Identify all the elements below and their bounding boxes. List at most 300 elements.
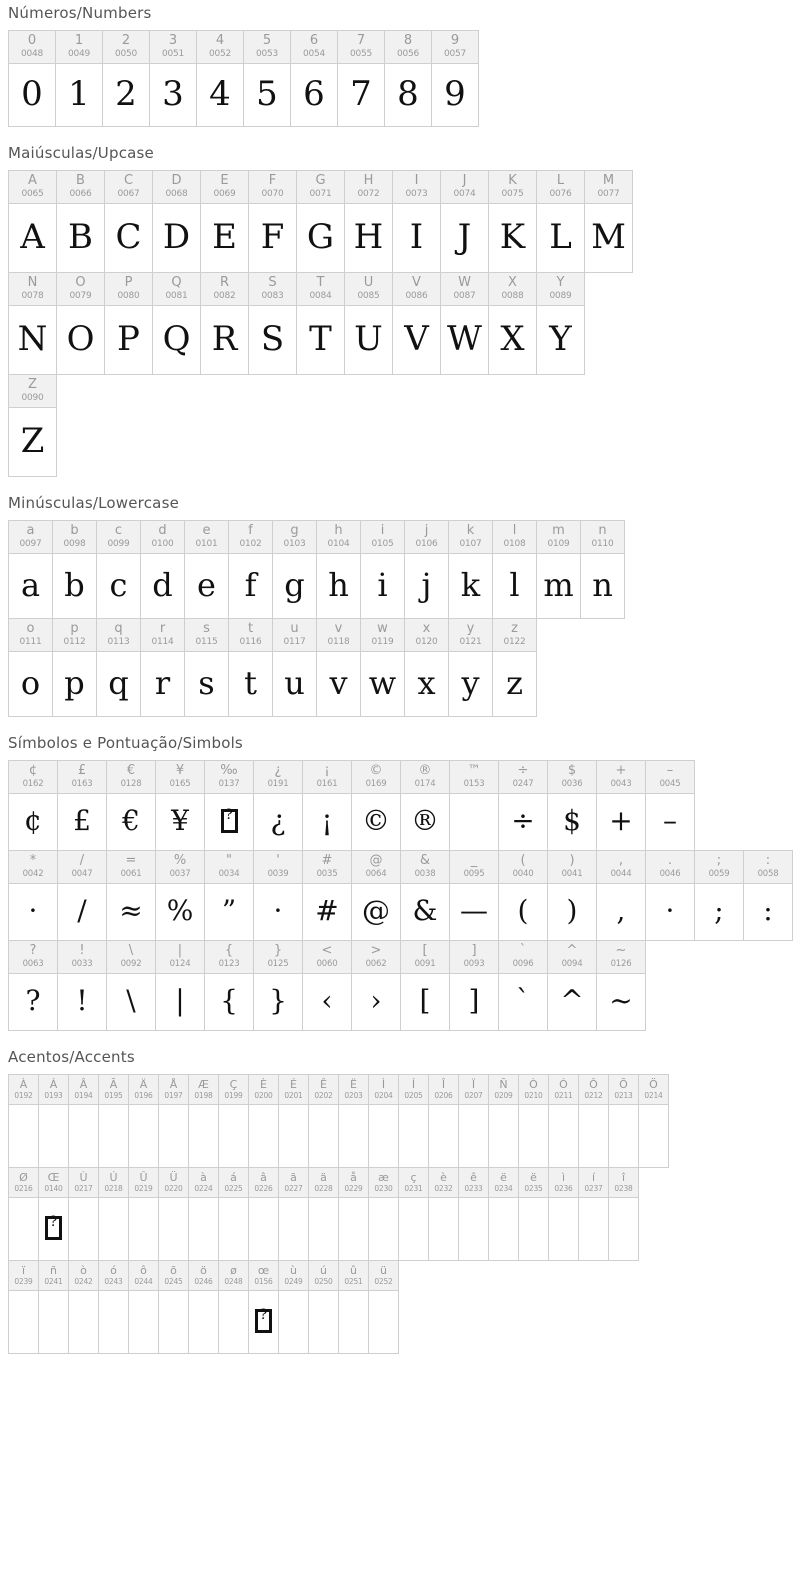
glyph-cell[interactable] bbox=[493, 619, 537, 716]
glyph-cell[interactable] bbox=[303, 761, 352, 850]
glyph-cell[interactable] bbox=[53, 619, 97, 716]
glyph-cell[interactable] bbox=[9, 851, 58, 940]
glyph-code-label: 0050 bbox=[114, 49, 138, 59]
glyph-cell-header bbox=[107, 851, 155, 884]
glyph-char-label: k bbox=[466, 523, 475, 538]
glyph-cell[interactable] bbox=[449, 619, 493, 716]
glyph-char-label: , bbox=[618, 853, 624, 868]
glyph-cell[interactable] bbox=[219, 1075, 249, 1167]
glyph-preview: n bbox=[592, 566, 613, 604]
glyph-cell[interactable] bbox=[159, 1075, 189, 1167]
glyph-char-label: € bbox=[126, 763, 136, 778]
glyph-cell[interactable] bbox=[489, 171, 537, 272]
glyph-char-label: p bbox=[70, 621, 79, 636]
glyph-cell[interactable] bbox=[597, 941, 646, 1030]
glyph-code-label: 0045 bbox=[659, 779, 681, 789]
glyph-cell[interactable] bbox=[150, 31, 197, 126]
glyph-cell[interactable] bbox=[309, 1261, 339, 1353]
glyph-cell[interactable] bbox=[393, 273, 441, 374]
glyph-cell[interactable] bbox=[597, 851, 646, 940]
glyph-cell[interactable] bbox=[53, 521, 97, 618]
glyph-cell[interactable] bbox=[393, 171, 441, 272]
glyph-code-label: 0140 bbox=[44, 1184, 63, 1193]
section-title-numbers: Números/Numbers bbox=[8, 4, 152, 22]
glyph-cell-header bbox=[141, 619, 184, 652]
glyph-char-label: ô bbox=[140, 1264, 147, 1277]
glyph-cell[interactable] bbox=[254, 941, 303, 1030]
glyph-code-label: 0220 bbox=[164, 1184, 183, 1193]
glyph-cell[interactable] bbox=[493, 521, 537, 618]
glyph-cell[interactable] bbox=[339, 1168, 369, 1260]
glyph-cell[interactable] bbox=[107, 941, 156, 1030]
glyph-cell[interactable] bbox=[99, 1168, 129, 1260]
glyph-code-label: 0105 bbox=[371, 539, 394, 549]
glyph-cell[interactable] bbox=[197, 31, 244, 126]
glyph-cell[interactable] bbox=[273, 619, 317, 716]
glyph-cell-header bbox=[585, 171, 632, 204]
glyph-cell[interactable] bbox=[744, 851, 793, 940]
glyph-cell-header bbox=[58, 941, 106, 974]
glyph-cell[interactable] bbox=[249, 273, 297, 374]
glyph-cell[interactable] bbox=[297, 273, 345, 374]
glyph-cell[interactable] bbox=[548, 851, 597, 940]
glyph-cell[interactable] bbox=[537, 521, 581, 618]
glyph-char-label: ( bbox=[520, 853, 526, 868]
glyph-cell[interactable] bbox=[99, 1261, 129, 1353]
glyph-char-label: < bbox=[321, 943, 333, 958]
glyph-cell[interactable] bbox=[279, 1168, 309, 1260]
glyph-row bbox=[8, 850, 793, 941]
glyph-preview: i bbox=[377, 566, 388, 604]
glyph-preview bbox=[399, 1198, 428, 1260]
glyph-preview: ” bbox=[221, 894, 237, 927]
glyph-cell[interactable] bbox=[450, 941, 499, 1030]
glyph-cell[interactable] bbox=[39, 1261, 69, 1353]
glyph-cell[interactable] bbox=[339, 1075, 369, 1167]
glyph-cell[interactable] bbox=[303, 851, 352, 940]
glyph-char-label: B bbox=[76, 173, 85, 188]
glyph-char-label: ø bbox=[230, 1264, 237, 1277]
glyph-code-label: 0046 bbox=[659, 869, 681, 879]
glyph-cell[interactable] bbox=[69, 1075, 99, 1167]
glyph-cell[interactable] bbox=[459, 1075, 489, 1167]
glyph-cell[interactable] bbox=[309, 1168, 339, 1260]
glyph-cell-header bbox=[393, 273, 440, 306]
glyph-cell[interactable] bbox=[441, 171, 489, 272]
glyph-preview bbox=[459, 1105, 488, 1167]
glyph-cell[interactable] bbox=[499, 941, 548, 1030]
glyph-cell[interactable] bbox=[369, 1261, 399, 1353]
glyph-preview: R bbox=[211, 319, 238, 359]
glyph-cell[interactable] bbox=[429, 1168, 459, 1260]
glyph-preview: : bbox=[763, 894, 773, 927]
glyph-char-label: ì bbox=[561, 1171, 566, 1184]
glyph-preview: 2 bbox=[115, 74, 137, 114]
glyph-cell[interactable] bbox=[537, 171, 585, 272]
glyph-char-label: È bbox=[260, 1078, 267, 1091]
glyph-cell[interactable] bbox=[205, 851, 254, 940]
glyph-cell[interactable] bbox=[229, 521, 273, 618]
glyph-code-label: 0212 bbox=[584, 1091, 603, 1100]
glyph-preview: w bbox=[368, 664, 397, 702]
glyph-code-label: 0244 bbox=[134, 1277, 153, 1286]
glyph-char-label: = bbox=[125, 853, 137, 868]
glyph-cell[interactable] bbox=[345, 171, 393, 272]
glyph-cell[interactable] bbox=[107, 761, 156, 850]
glyph-char-label: W bbox=[458, 275, 471, 290]
glyph-preview: ‹ bbox=[321, 984, 333, 1017]
glyph-char-label: _ bbox=[470, 853, 478, 868]
glyph-char-label: £ bbox=[77, 763, 87, 778]
glyph-preview: r bbox=[154, 664, 171, 702]
glyph-cell[interactable] bbox=[646, 851, 695, 940]
glyph-cell[interactable] bbox=[585, 171, 633, 272]
glyph-cell[interactable] bbox=[105, 171, 153, 272]
glyph-cell[interactable] bbox=[99, 1075, 129, 1167]
glyph-preview: b bbox=[64, 566, 85, 604]
glyph-cell-header bbox=[249, 1075, 278, 1105]
glyph-cell[interactable] bbox=[201, 273, 249, 374]
glyph-cell[interactable] bbox=[579, 1168, 609, 1260]
glyph-char-label: N bbox=[27, 275, 38, 290]
glyph-preview: g bbox=[284, 566, 305, 604]
glyph-cell[interactable] bbox=[499, 761, 548, 850]
glyph-table-symbols bbox=[8, 760, 779, 1031]
glyph-cell[interactable] bbox=[279, 1075, 309, 1167]
glyph-cell[interactable] bbox=[579, 1075, 609, 1167]
glyph-cell[interactable] bbox=[499, 851, 548, 940]
glyph-preview: l bbox=[509, 566, 520, 604]
glyph-char-label: Â bbox=[79, 1078, 88, 1091]
glyph-cell[interactable] bbox=[361, 619, 405, 716]
glyph-cell-header bbox=[9, 521, 52, 554]
glyph-cell[interactable] bbox=[639, 1075, 669, 1167]
glyph-code-label: 0202 bbox=[314, 1091, 333, 1100]
glyph-cell[interactable] bbox=[9, 619, 53, 716]
glyph-cell[interactable] bbox=[317, 619, 361, 716]
glyph-code-label: 0218 bbox=[104, 1184, 123, 1193]
glyph-char-label: Á bbox=[49, 1078, 58, 1091]
glyph-table-numbers bbox=[8, 30, 730, 127]
glyph-cell[interactable] bbox=[459, 1168, 489, 1260]
glyph-cell[interactable] bbox=[189, 1168, 219, 1260]
glyph-cell[interactable] bbox=[249, 1075, 279, 1167]
glyph-cell-header bbox=[189, 1075, 218, 1105]
glyph-code-label: 0213 bbox=[614, 1091, 633, 1100]
glyph-cell[interactable] bbox=[229, 619, 273, 716]
glyph-char-label: À bbox=[19, 1078, 28, 1091]
glyph-cell[interactable] bbox=[441, 273, 489, 374]
glyph-cell[interactable] bbox=[597, 761, 646, 850]
glyph-preview bbox=[129, 1198, 158, 1260]
glyph-code-label: 0090 bbox=[21, 393, 44, 403]
glyph-cell[interactable] bbox=[201, 171, 249, 272]
glyph-cell[interactable] bbox=[429, 1075, 459, 1167]
glyph-cell[interactable] bbox=[69, 1261, 99, 1353]
glyph-cell[interactable] bbox=[39, 1168, 69, 1260]
glyph-cell[interactable] bbox=[39, 1075, 69, 1167]
glyph-cell[interactable] bbox=[519, 1168, 549, 1260]
glyph-code-label: 0124 bbox=[169, 959, 191, 969]
glyph-cell-header bbox=[309, 1261, 338, 1291]
glyph-code-label: 0101 bbox=[195, 539, 218, 549]
glyph-cell[interactable] bbox=[254, 851, 303, 940]
glyph-cell[interactable] bbox=[432, 31, 479, 126]
glyph-cell[interactable] bbox=[153, 171, 201, 272]
glyph-preview: P bbox=[117, 319, 140, 359]
glyph-preview: £ bbox=[73, 804, 91, 837]
glyph-char-label: r bbox=[159, 621, 166, 636]
glyph-cell[interactable] bbox=[9, 375, 57, 476]
glyph-cell[interactable] bbox=[489, 273, 537, 374]
glyph-cell-header bbox=[9, 851, 57, 884]
glyph-cell[interactable] bbox=[56, 31, 103, 126]
glyph-preview bbox=[9, 1198, 38, 1260]
glyph-cell[interactable] bbox=[519, 1075, 549, 1167]
glyph-cell[interactable] bbox=[9, 171, 57, 272]
glyph-cell[interactable] bbox=[97, 521, 141, 618]
glyph-cell[interactable] bbox=[273, 521, 317, 618]
glyph-code-label: 0243 bbox=[104, 1277, 123, 1286]
glyph-char-label: å bbox=[350, 1171, 357, 1184]
glyph-cell[interactable] bbox=[609, 1168, 639, 1260]
glyph-cell[interactable] bbox=[361, 521, 405, 618]
glyph-cell[interactable] bbox=[205, 941, 254, 1030]
glyph-cell-header bbox=[369, 1075, 398, 1105]
glyph-cell[interactable] bbox=[450, 761, 499, 850]
glyph-cell[interactable] bbox=[548, 941, 597, 1030]
glyph-cell[interactable] bbox=[58, 941, 107, 1030]
glyph-preview: & bbox=[412, 894, 438, 927]
glyph-code-label: 0038 bbox=[414, 869, 436, 879]
glyph-preview: ¢ bbox=[24, 804, 42, 837]
glyph-preview bbox=[429, 1198, 458, 1260]
glyph-cell[interactable] bbox=[317, 521, 361, 618]
glyph-cell-header bbox=[401, 851, 449, 884]
glyph-cell[interactable] bbox=[58, 851, 107, 940]
glyph-cell[interactable] bbox=[254, 761, 303, 850]
glyph-cell-header bbox=[150, 31, 196, 64]
glyph-cell[interactable] bbox=[129, 1075, 159, 1167]
glyph-code-label: 0210 bbox=[524, 1091, 543, 1100]
glyph-cell[interactable] bbox=[97, 619, 141, 716]
glyph-cell[interactable] bbox=[159, 1261, 189, 1353]
glyph-cell-header bbox=[279, 1168, 308, 1198]
glyph-cell[interactable] bbox=[156, 851, 205, 940]
glyph-cell[interactable] bbox=[9, 1261, 39, 1353]
glyph-cell-header bbox=[303, 761, 351, 794]
glyph-row bbox=[8, 1167, 639, 1261]
glyph-cell[interactable] bbox=[9, 273, 57, 374]
glyph-cell-header bbox=[339, 1261, 368, 1291]
glyph-cell-header bbox=[99, 1075, 128, 1105]
glyph-char-label: d bbox=[158, 523, 167, 538]
glyph-code-label: 0111 bbox=[19, 637, 42, 647]
glyph-cell[interactable] bbox=[489, 1075, 519, 1167]
glyph-cell[interactable] bbox=[189, 1261, 219, 1353]
glyph-cell[interactable] bbox=[105, 273, 153, 374]
glyph-cell[interactable] bbox=[156, 761, 205, 850]
glyph-char-label: } bbox=[273, 943, 283, 958]
glyph-cell[interactable] bbox=[249, 1261, 279, 1353]
glyph-cell[interactable] bbox=[159, 1168, 189, 1260]
glyph-cell-header bbox=[159, 1168, 188, 1198]
glyph-cell-header bbox=[399, 1075, 428, 1105]
glyph-cell[interactable] bbox=[185, 619, 229, 716]
glyph-cell-header bbox=[9, 171, 56, 204]
glyph-cell[interactable] bbox=[352, 761, 401, 850]
glyph-code-label: 0162 bbox=[22, 779, 44, 789]
glyph-cell-header bbox=[609, 1168, 638, 1198]
glyph-char-label: a bbox=[26, 523, 35, 538]
glyph-code-label: 0115 bbox=[195, 637, 218, 647]
glyph-cell[interactable] bbox=[205, 761, 254, 850]
glyph-cell[interactable] bbox=[156, 941, 205, 1030]
glyph-char-label: æ bbox=[378, 1171, 389, 1184]
glyph-cell[interactable] bbox=[548, 761, 597, 850]
glyph-code-label: 0113 bbox=[107, 637, 130, 647]
glyph-code-label: 0042 bbox=[22, 869, 44, 879]
glyph-cell[interactable] bbox=[549, 1075, 579, 1167]
glyph-cell[interactable] bbox=[489, 1168, 519, 1260]
glyph-char-label: Ç bbox=[229, 1078, 238, 1091]
glyph-cell[interactable] bbox=[249, 1168, 279, 1260]
glyph-cell[interactable] bbox=[401, 851, 450, 940]
glyph-row bbox=[8, 1260, 399, 1354]
glyph-cell[interactable] bbox=[405, 619, 449, 716]
glyph-cell[interactable] bbox=[581, 521, 625, 618]
glyph-cell-header bbox=[339, 1168, 368, 1198]
glyph-cell-header bbox=[429, 1075, 458, 1105]
glyph-cell-header bbox=[219, 1168, 248, 1198]
glyph-char-label: L bbox=[556, 173, 565, 188]
glyph-cell[interactable] bbox=[141, 521, 185, 618]
glyph-cell[interactable] bbox=[385, 31, 432, 126]
glyph-char-label: ï bbox=[21, 1264, 26, 1277]
glyph-cell-header bbox=[9, 31, 55, 64]
glyph-cell[interactable] bbox=[345, 273, 393, 374]
glyph-code-label: 0108 bbox=[503, 539, 526, 549]
glyph-cell[interactable] bbox=[399, 1168, 429, 1260]
glyph-cell[interactable] bbox=[129, 1168, 159, 1260]
glyph-cell[interactable] bbox=[185, 521, 229, 618]
glyph-cell[interactable] bbox=[279, 1261, 309, 1353]
glyph-cell[interactable] bbox=[537, 273, 585, 374]
glyph-cell[interactable] bbox=[303, 941, 352, 1030]
glyph-cell[interactable] bbox=[399, 1075, 429, 1167]
glyph-cell[interactable] bbox=[9, 1075, 39, 1167]
glyph-cell[interactable] bbox=[107, 851, 156, 940]
glyph-cell[interactable] bbox=[609, 1075, 639, 1167]
glyph-cell[interactable] bbox=[219, 1168, 249, 1260]
glyph-cell[interactable] bbox=[141, 619, 185, 716]
glyph-cell[interactable] bbox=[9, 1168, 39, 1260]
glyph-code-label: 0237 bbox=[584, 1184, 603, 1193]
glyph-code-label: 0239 bbox=[14, 1277, 33, 1286]
glyph-cell-header bbox=[489, 1168, 518, 1198]
glyph-cell[interactable] bbox=[9, 761, 58, 850]
glyph-cell[interactable] bbox=[309, 1075, 339, 1167]
glyph-cell-header bbox=[429, 1168, 458, 1198]
glyph-cell[interactable] bbox=[646, 761, 695, 850]
glyph-cell[interactable] bbox=[9, 31, 56, 126]
glyph-preview: $ bbox=[563, 804, 581, 837]
glyph-cell[interactable] bbox=[401, 941, 450, 1030]
glyph-preview: ¡ bbox=[321, 804, 333, 837]
glyph-cell[interactable] bbox=[249, 171, 297, 272]
glyph-cell[interactable] bbox=[219, 1261, 249, 1353]
glyph-char-label: 8 bbox=[403, 33, 413, 48]
glyph-preview: 9 bbox=[444, 74, 466, 114]
glyph-cell[interactable] bbox=[695, 851, 744, 940]
glyph-cell[interactable] bbox=[369, 1075, 399, 1167]
glyph-cell-header bbox=[450, 851, 498, 884]
glyph-preview bbox=[279, 1105, 308, 1167]
glyph-code-label: 0107 bbox=[459, 539, 482, 549]
glyph-cell-header bbox=[273, 521, 316, 554]
glyph-code-label: 0081 bbox=[165, 291, 188, 301]
glyph-preview: S bbox=[260, 319, 285, 359]
glyph-cell[interactable] bbox=[9, 521, 53, 618]
glyph-cell[interactable] bbox=[352, 941, 401, 1030]
glyph-char-label: n bbox=[598, 523, 607, 538]
glyph-char-label: J bbox=[462, 173, 467, 188]
glyph-cell[interactable] bbox=[244, 31, 291, 126]
glyph-cell[interactable] bbox=[297, 171, 345, 272]
glyph-cell-header bbox=[548, 941, 596, 974]
glyph-code-label: 0198 bbox=[194, 1091, 213, 1100]
glyph-code-label: 0126 bbox=[610, 959, 632, 969]
glyph-code-label: 0249 bbox=[284, 1277, 303, 1286]
glyph-code-label: 0120 bbox=[415, 637, 438, 647]
glyph-cell[interactable] bbox=[153, 273, 201, 374]
glyph-cell[interactable] bbox=[69, 1168, 99, 1260]
glyph-cell[interactable] bbox=[338, 31, 385, 126]
glyph-cell[interactable] bbox=[129, 1261, 159, 1353]
glyph-cell[interactable] bbox=[549, 1168, 579, 1260]
glyph-code-label: 0236 bbox=[554, 1184, 573, 1193]
glyph-cell[interactable] bbox=[352, 851, 401, 940]
glyph-char-label: ç bbox=[410, 1171, 417, 1184]
glyph-cell[interactable] bbox=[103, 31, 150, 126]
glyph-code-label: 0217 bbox=[74, 1184, 93, 1193]
glyph-cell[interactable] bbox=[450, 851, 499, 940]
glyph-preview: a bbox=[20, 566, 41, 604]
glyph-code-label: 0250 bbox=[314, 1277, 333, 1286]
glyph-cell-header bbox=[156, 941, 204, 974]
glyph-code-label: 0196 bbox=[134, 1091, 153, 1100]
glyph-cell[interactable] bbox=[57, 171, 105, 272]
glyph-cell[interactable] bbox=[449, 521, 493, 618]
glyph-cell[interactable] bbox=[369, 1168, 399, 1260]
glyph-code-label: 0163 bbox=[71, 779, 93, 789]
glyph-cell[interactable] bbox=[339, 1261, 369, 1353]
glyph-code-label: 0169 bbox=[365, 779, 387, 789]
glyph-code-label: 0216 bbox=[14, 1184, 33, 1193]
glyph-cell[interactable] bbox=[58, 761, 107, 850]
glyph-code-label: 0119 bbox=[371, 637, 394, 647]
glyph-cell[interactable] bbox=[57, 273, 105, 374]
glyph-cell-header bbox=[449, 619, 492, 652]
glyph-char-label: O bbox=[75, 275, 86, 290]
glyph-cell-header bbox=[99, 1261, 128, 1291]
glyph-cell[interactable] bbox=[189, 1075, 219, 1167]
glyph-cell[interactable] bbox=[405, 521, 449, 618]
glyph-cell[interactable] bbox=[9, 941, 58, 1030]
glyph-cell[interactable] bbox=[401, 761, 450, 850]
glyph-preview: o bbox=[20, 664, 41, 702]
glyph-cell[interactable] bbox=[291, 31, 338, 126]
